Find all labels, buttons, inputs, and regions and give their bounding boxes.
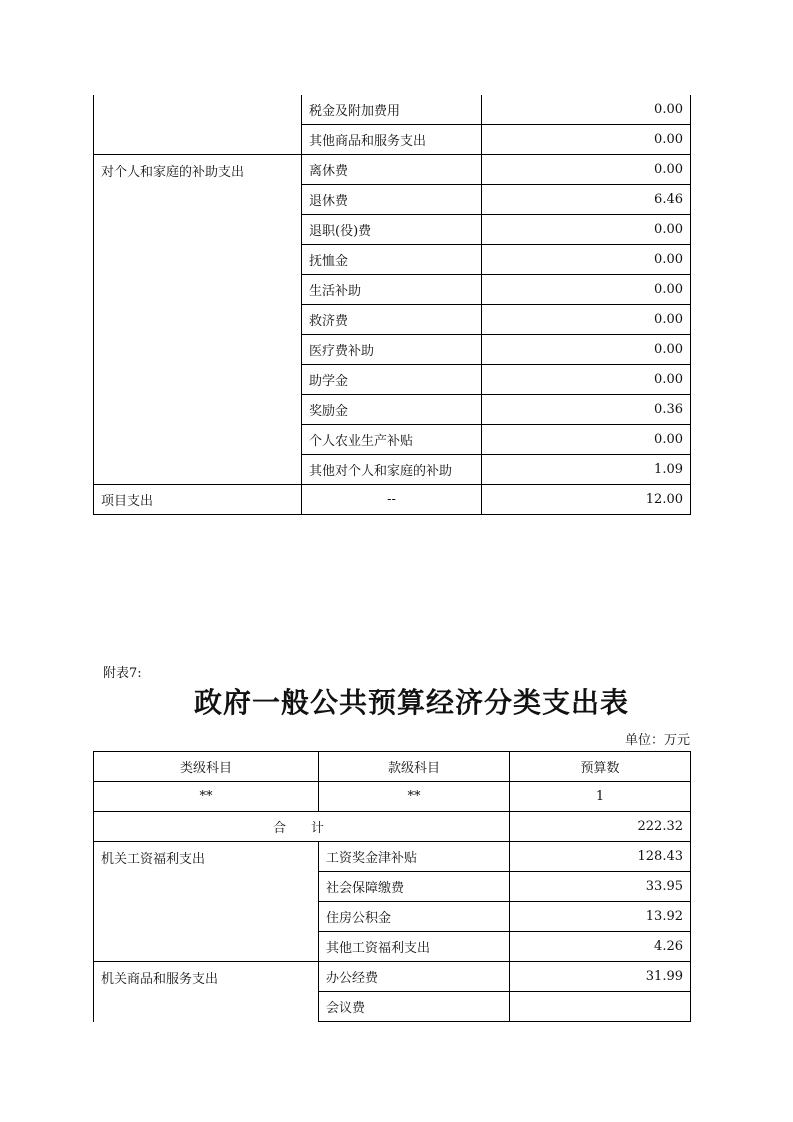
amount-cell: 0.00 <box>482 245 691 275</box>
page-title: 政府一般公共预算经济分类支出表 <box>193 686 629 719</box>
item-cell: 医疗费补助 <box>302 335 482 365</box>
table-row <box>94 155 691 185</box>
item-cell: 工资奖金津补贴 <box>319 842 510 872</box>
unit-label: 单位：万元 <box>624 733 690 748</box>
item-cell: 会议费 <box>319 992 510 1022</box>
table-row <box>94 842 691 872</box>
amount-cell <box>510 992 691 1022</box>
total-label: 合 计 <box>94 812 510 842</box>
category-cell: 机关商品和服务支出 <box>94 962 319 1022</box>
code-cell: ** <box>94 782 319 812</box>
amount-cell: 0.00 <box>482 335 691 365</box>
item-cell: 住房公积金 <box>319 902 510 932</box>
amount-cell: 0.00 <box>482 275 691 305</box>
table-row <box>94 95 691 125</box>
header-item: 款级科目 <box>319 752 510 782</box>
item-cell: 生活补助 <box>302 275 482 305</box>
item-cell: 退休费 <box>302 185 482 215</box>
expense-table-continued <box>93 95 691 515</box>
item-cell: 社会保障缴费 <box>319 872 510 902</box>
amount-cell: 0.36 <box>482 395 691 425</box>
table-row <box>94 962 691 992</box>
item-cell: 个人农业生产补贴 <box>302 425 482 455</box>
amount-cell: 1.09 <box>482 455 691 485</box>
amount-cell: 31.99 <box>510 962 691 992</box>
amount-cell: 0.00 <box>482 425 691 455</box>
amount-cell: 33.95 <box>510 872 691 902</box>
code-cell: 1 <box>510 782 691 812</box>
code-cell: ** <box>319 782 510 812</box>
amount-cell: 0.00 <box>482 155 691 185</box>
item-cell: 其他商品和服务支出 <box>302 125 482 155</box>
total-value: 222.32 <box>510 812 691 842</box>
table-row <box>94 485 691 515</box>
item-cell: 税金及附加费用 <box>302 95 482 125</box>
amount-cell: 13.92 <box>510 902 691 932</box>
amount-cell: 4.26 <box>510 932 691 962</box>
amount-cell: 0.00 <box>482 305 691 335</box>
amount-cell: 12.00 <box>482 485 691 515</box>
amount-cell: 0.00 <box>482 365 691 395</box>
category-cell: 对个人和家庭的补助支出 <box>94 155 302 485</box>
category-cell: 项目支出 <box>94 485 302 515</box>
amount-cell: 0.00 <box>482 125 691 155</box>
amount-cell: 0.00 <box>482 215 691 245</box>
item-cell: 救济费 <box>302 305 482 335</box>
item-cell: 抚恤金 <box>302 245 482 275</box>
category-cell <box>94 95 302 155</box>
header-category: 类级科目 <box>94 752 319 782</box>
item-cell: 退职(役)费 <box>302 215 482 245</box>
item-cell: 其他工资福利支出 <box>319 932 510 962</box>
amount-cell: 128.43 <box>510 842 691 872</box>
item-cell: -- <box>302 485 482 515</box>
item-cell: 离休费 <box>302 155 482 185</box>
item-cell: 助学金 <box>302 365 482 395</box>
header-row <box>94 752 691 782</box>
amount-cell: 0.00 <box>482 95 691 125</box>
economic-classification-table <box>93 751 691 1022</box>
amount-cell: 6.46 <box>482 185 691 215</box>
item-cell: 其他对个人和家庭的补助 <box>302 455 482 485</box>
item-cell: 奖励金 <box>302 395 482 425</box>
appendix-note: 附表7: <box>103 666 142 681</box>
total-row <box>94 812 691 842</box>
code-row <box>94 782 691 812</box>
category-cell: 机关工资福利支出 <box>94 842 319 962</box>
header-budget: 预算数 <box>510 752 691 782</box>
item-cell: 办公经费 <box>319 962 510 992</box>
